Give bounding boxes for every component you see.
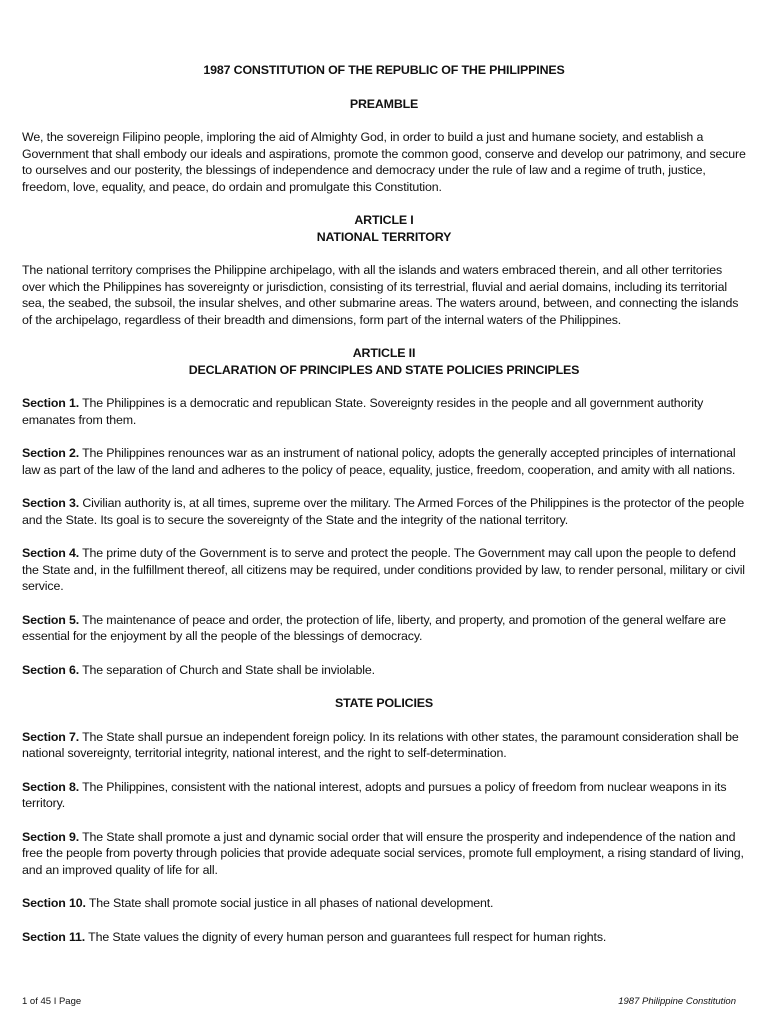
section-3 <box>22 495 746 528</box>
preamble-text: We, the sovereign Filipino people, imploring the aid of Almighty God, in order to build a just and humane society, and establish a Government that shall embody our ideals and aspirations, promote the common good, conserve and develop our patrimony, and secure to ourselves and our posterity, the blessings of independence and democracy under the rule of law and a regime of truth, justice, freedom, love, equality, and peace, do ordain and promulgate this Constitution. <box>22 130 746 194</box>
article-2-heading: ARTICLE II <box>352 346 416 360</box>
preamble-heading: PREAMBLE <box>349 96 419 111</box>
section-10-label: Section 10. <box>22 896 86 910</box>
document-title: 1987 CONSTITUTION OF THE REPUBLIC OF THE PHILIPPINES <box>203 63 565 77</box>
section-8 <box>22 779 746 812</box>
article-2-subheading: DECLARATION OF PRINCIPLES AND STATE POLICIES PRINCIPLES <box>188 362 580 377</box>
section-11-label: Section 11. <box>22 929 86 944</box>
section-2 <box>22 445 746 478</box>
section-6-text: The separation of Church and State shall be inviolable. <box>79 662 375 677</box>
section-6 <box>22 662 746 679</box>
section-5-label: Section 5. <box>22 612 80 627</box>
section-10 <box>22 895 746 912</box>
section-4 <box>22 545 746 595</box>
section-8-label: Section 8. <box>22 779 80 794</box>
article-1-text: The national territory comprises the Philippine archipelago, with all the islands and waters embraced therein, and all other territories over which the Philippines has sovereignty or jurisdiction, consisting of its terrestrial, fluvial and aerial domains, including its territorial sea, the seabed, the subsoil, the insular shelves, and other submarine areas. The waters around, between, and connecting the islands of the archipelago, regardless of their breadth and dimensions, form part of the internal waters of the Philippines. <box>22 263 739 327</box>
section-1-label: Section 1. <box>22 396 80 410</box>
section-3-text: Civilian authority is, at all times, supreme over the military. The Armed Forces of the Philippines is the protector of the people and the State. Its goal is to secure the sovereignty of the State and the integrity of the national territory. <box>22 496 745 527</box>
section-4-label: Section 4. <box>22 546 80 560</box>
section-1-text: The Philippines is a democratic and republican State. Sovereignty resides in the people and all government authority emanates from them. <box>22 396 704 427</box>
section-11-text: The State values the dignity of every human person and guarantees full respect for human rights. <box>85 929 607 944</box>
section-9-label: Section 9. <box>22 829 80 844</box>
footer-document-name: 1987 Philippine Constitution <box>618 996 736 1007</box>
document-content <box>22 62 746 945</box>
section-1 <box>22 395 746 428</box>
section-4-text: The prime duty of the Government is to serve and protect the people. The Government may call upon the people to defend the State and, in the fulfillment thereof, all citizens may be required, under conditions provided by law, to render personal, military or civil service. <box>22 546 745 593</box>
section-5-text: The maintenance of peace and order, the protection of life, liberty, and property, and promotion of the general welfare are essential for the enjoyment by all the people of the blessings of democracy. <box>22 612 726 643</box>
section-7-label: Section 7. <box>22 729 80 744</box>
section-7-text: The State shall pursue an independent foreign policy. In its relations with other states, the paramount consideration shall be national sovereignty, territorial integrity, national interest, and the right to self-determination. <box>22 729 739 760</box>
section-2-text: The Philippines renounces war as an instrument of national policy, adopts the generally accepted principles of international law as part of the law of the land and adheres to the policy of peace, equality, justice, freedom, cooperation, and amity with all nations. <box>22 446 736 477</box>
section-8-text: The Philippines, consistent with the national interest, adopts and pursues a policy of freedom from nuclear weapons in its territory. <box>22 779 727 810</box>
page-number: 1 of 45 I Page <box>22 996 82 1007</box>
section-11 <box>22 929 746 946</box>
section-10-text: The State shall promote social justice in all phases of national development. <box>85 896 494 910</box>
section-2-label: Section 2. <box>22 446 80 460</box>
section-7 <box>22 729 746 762</box>
section-9 <box>22 829 746 879</box>
article-1-subheading: NATIONAL TERRITORY <box>316 229 452 244</box>
section-3-label: Section 3. <box>22 496 80 510</box>
section-6-label: Section 6. <box>22 662 80 677</box>
section-9-text: The State shall promote a just and dynamic social order that will ensure the prosperity and independence of the nation and free the people from poverty through policies that provide adequate social services, promote full employment, a rising standard of living, and an improved quality of life for all. <box>22 829 744 877</box>
state-policies-heading: STATE POLICIES <box>335 696 433 710</box>
section-5 <box>22 612 746 645</box>
article-1-heading: ARTICLE I <box>354 213 414 227</box>
